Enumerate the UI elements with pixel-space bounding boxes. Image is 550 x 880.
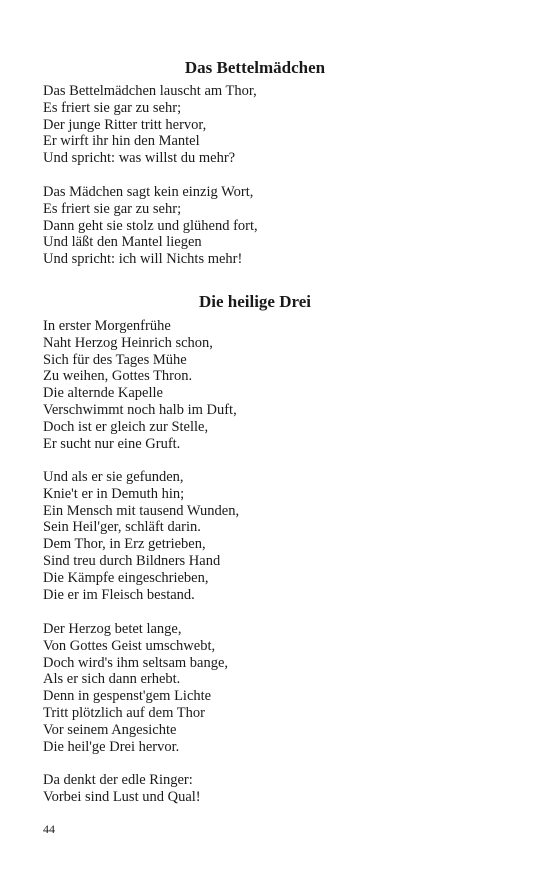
verse-line: Das Mädchen sagt kein einzig Wort,: [43, 184, 254, 200]
verse-line: Der Herzog betet lange,: [43, 621, 182, 637]
verse-line: Und läßt den Mantel liegen: [43, 234, 202, 251]
verse-line: Und spricht: ich will Nichts mehr!: [43, 251, 243, 268]
verse-line: Doch ist er gleich zur Stelle,: [43, 418, 209, 435]
verse-line: Die er im Fleisch bestand.: [43, 586, 195, 603]
poem-title: Die heilige Drei: [198, 292, 312, 311]
verse-line: Knie't er in Demuth hin;: [43, 485, 185, 502]
stanza: [43, 621, 483, 755]
stanza: [43, 469, 483, 603]
verse-line: Und als er sie gefunden,: [43, 469, 184, 485]
verse-line: Da denkt der edle Ringer:: [43, 772, 193, 788]
verse-line: Vorbei sind Lust und Qual!: [43, 788, 201, 805]
verse-line: Doch wird's ihm seltsam bange,: [43, 654, 229, 671]
verse-line: In erster Morgenfrühe: [43, 318, 171, 334]
verse-line: Die alternde Kapelle: [43, 385, 163, 402]
verse-line: Das Bettelmädchen lauscht am Thor,: [43, 83, 257, 99]
verse-line: Sich für des Tages Mühe: [43, 351, 187, 368]
verse-line: Sind treu durch Bildners Hand: [43, 552, 221, 569]
verse-line: Und spricht: was willst du mehr?: [43, 150, 236, 167]
verse-line: Dem Thor, in Erz getrieben,: [43, 536, 206, 553]
verse-line: Er sucht nur eine Gruft.: [43, 435, 181, 452]
verse-line: Ein Mensch mit tausend Wunden,: [43, 502, 240, 519]
stanza: [43, 184, 483, 268]
verse-line: Vor seinem Angesichte: [43, 721, 177, 738]
stanza: [43, 83, 483, 167]
stanza: [43, 772, 483, 806]
stanza: [43, 318, 483, 452]
page-number: 44: [43, 822, 55, 836]
verse-line: Sein Heil'ger, schläft darin.: [43, 519, 201, 536]
verse-line: Naht Herzog Heinrich schon,: [43, 334, 213, 351]
verse-line: Von Gottes Geist umschwebt,: [43, 637, 216, 654]
verse-line: Verschwimmt noch halb im Duft,: [43, 401, 237, 418]
verse-line: Es friert sie gar zu sehr;: [43, 200, 182, 217]
verse-line: Es friert sie gar zu sehr;: [43, 99, 182, 116]
verse-line: Tritt plötzlich auf dem Thor: [43, 704, 205, 721]
verse-line: Als er sich dann erhebt.: [43, 671, 181, 688]
verse-line: Denn in gespenst'gem Lichte: [43, 688, 212, 705]
poem-title: Das Bettelmädchen: [184, 58, 326, 77]
verse-line: Zu weihen, Gottes Thron.: [43, 368, 193, 385]
verse-line: Die Kämpfe eingeschrieben,: [43, 569, 209, 586]
verse-line: Die heil'ge Drei hervor.: [43, 738, 180, 755]
verse-line: Der junge Ritter tritt hervor,: [43, 116, 207, 133]
verse-line: Er wirft ihr hin den Mantel: [43, 133, 200, 150]
verse-line: Dann geht sie stolz und glühend fort,: [43, 217, 258, 234]
